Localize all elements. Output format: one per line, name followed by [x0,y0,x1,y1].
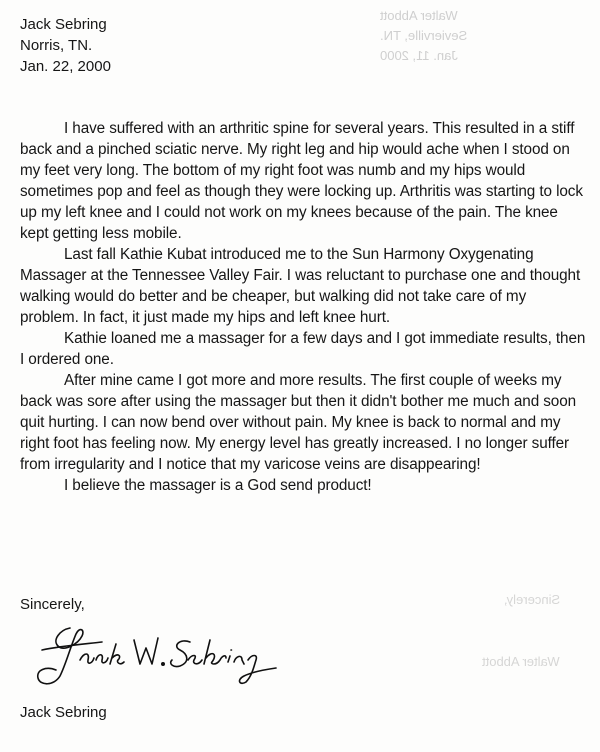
bleed-through-name: Walter Abbott [380,8,458,23]
body-paragraph: Kathie loaned me a massager for a few days and I got immediate results, then I ordered one. [20,330,586,368]
body-paragraph: After mine came I got more and more results. The first couple of weeks my back was sore after using the massager but then it didn't bother me much and soon quit hurting. I can now bend over without pain. My knee is back to normal and my right foot has feeling now. My energy level has greatly increased. I no longer suffer from irregularity and I notice that my varicose veins are disappearing! [20,372,577,473]
bleed-through-header [380,6,580,66]
letter-body [20,118,588,496]
bleed-through-date: Jan. 11, 2000 [380,48,458,63]
body-paragraph: Last fall Kathie Kubat introduced me to the Sun Harmony Oxygenating Massager at the Tennessee Valley Fair. I was reluctant to purchase one and thought walking would do better and be cheaper, but walking did not take care of my problem. In fact, it just made my hips and left knee hurt. [20,246,581,326]
bleed-through-closing: Sincerely, [503,592,560,607]
handwritten-signature [30,620,290,695]
signer-name: Jack Sebring [20,704,107,721]
sender-block [20,14,111,77]
sender-name: Jack Sebring [20,16,107,33]
body-paragraph: I believe the massager is a God send product! [64,477,372,494]
sender-location: Norris, TN. [20,37,93,54]
body-paragraph: I have suffered with an arthritic spine for several years. This resulted in a stiff back and a pinched sciatic nerve. My right leg and hip would ache when I stood on my feet very long. The bottom of my right foot was numb and my hips would sometimes pop and feel as though they were locking up. Arthritis was starting to lock up my left knee and I could not work on my knees because of the pain. The knee kept getting less mobile. [20,120,583,242]
bleed-through-location: Sevierville, TN. [380,28,468,43]
bleed-through-signer: Walter Abbott [482,654,560,669]
closing: Sincerely, [20,596,85,613]
sender-date: Jan. 22, 2000 [20,58,111,75]
